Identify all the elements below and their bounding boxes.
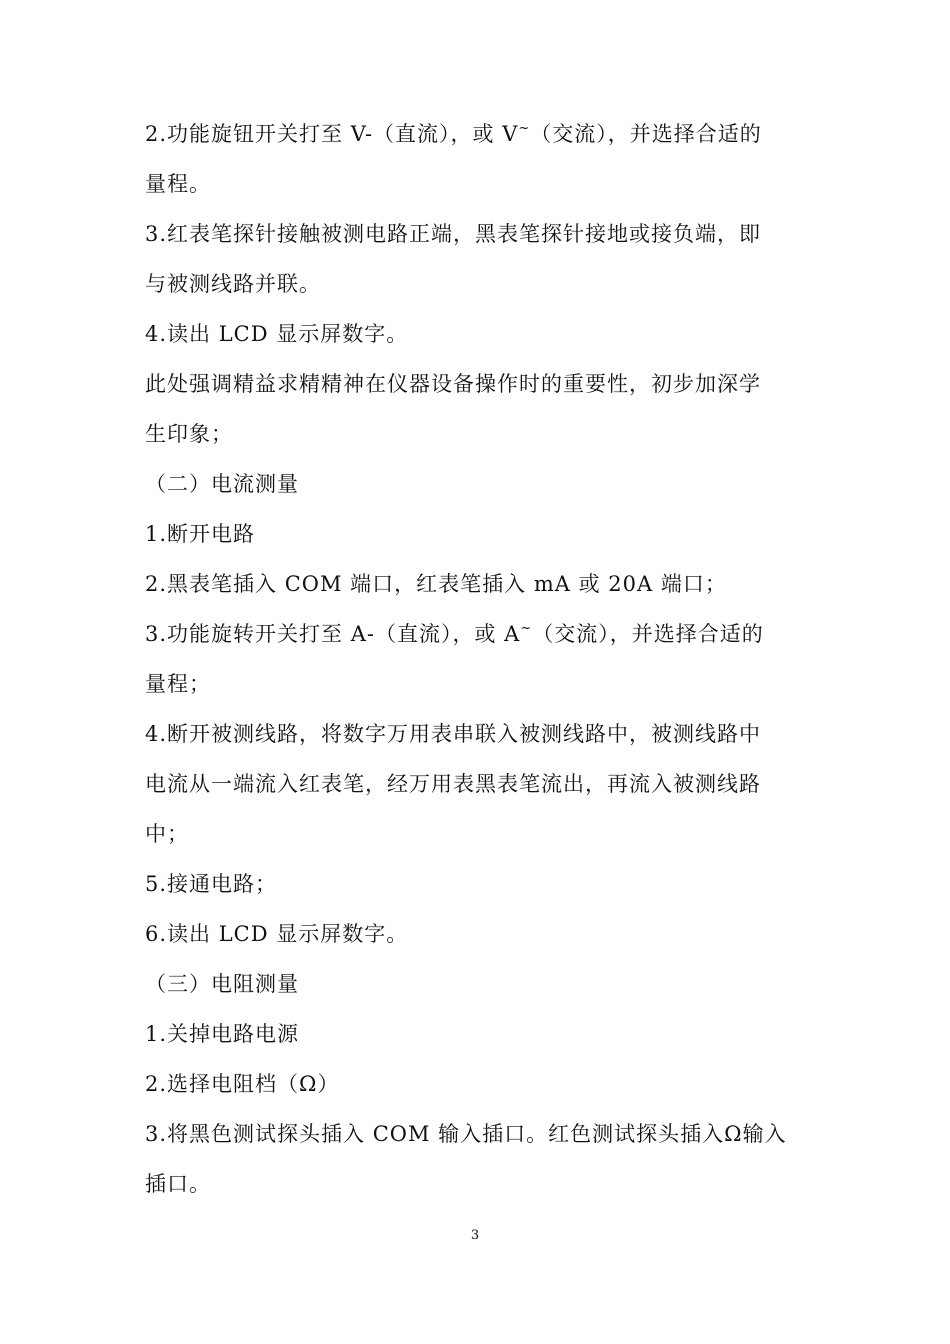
text-line-4 (145, 270, 815, 298)
text-segment: 2.选择电阻档（Ω） (145, 1072, 340, 1096)
text-line-7 (145, 420, 815, 448)
text-segment: 3.将黑色测试探头插入 COM 输入插口。红色测试探头插入Ω输入 (145, 1122, 787, 1146)
text-line-16 (145, 870, 815, 898)
text-segment: 5.接通电路； (145, 872, 278, 896)
text-segment: 量程。 (145, 172, 211, 196)
text-line-20 (145, 1070, 815, 1098)
text-segment: 1.关掉电路电源 (145, 1022, 300, 1046)
text-segment: 4.断开被测线路，将数字万用表串联入被测线路中，被测线路中 (145, 722, 762, 746)
text-line-6 (145, 370, 815, 398)
tilde-superscript: ~ (518, 121, 531, 136)
text-line-2 (145, 170, 815, 198)
text-segment: 2.黑表笔插入 COM 端口，红表笔插入 mA 或 20A 端口； (145, 572, 727, 596)
text-line-1 (145, 120, 815, 152)
text-line-21 (145, 1120, 815, 1148)
page-number: 3 (470, 1228, 480, 1243)
text-line-17 (145, 920, 815, 948)
text-line-12 (145, 670, 815, 698)
text-line-22 (145, 1170, 815, 1198)
section-heading-resistance (145, 970, 815, 998)
text-line-19 (145, 1020, 815, 1048)
text-segment: 1.断开电路 (145, 522, 256, 546)
text-segment: （二）电流测量 (145, 472, 299, 496)
text-segment: 电流从一端流入红表笔，经万用表黑表笔流出，再流入被测线路 (145, 772, 761, 796)
text-line-5 (145, 320, 815, 348)
text-segment: （交流），并选择合适的 (532, 622, 764, 646)
text-segment: 插口。 (145, 1172, 211, 1196)
text-line-9 (145, 520, 815, 548)
section-heading-current (145, 470, 815, 498)
text-segment: 与被测线路并联。 (145, 272, 321, 296)
text-line-11 (145, 620, 815, 652)
text-segment: 2.功能旋钮开关打至 V-（直流），或 V (145, 122, 519, 146)
text-line-15 (145, 820, 815, 848)
text-segment: 此处强调精益求精精神在仪器设备操作时的重要性，初步加深学 (145, 372, 761, 396)
text-segment: 中； (145, 822, 189, 846)
tilde-superscript: ~ (520, 621, 533, 636)
text-segment: （交流），并选择合适的 (530, 122, 762, 146)
text-segment: 3.红表笔探针接触被测电路正端，黑表笔探针接地或接负端，即 (145, 222, 762, 246)
text-line-14 (145, 770, 815, 798)
text-segment: 生印象； (145, 422, 233, 446)
text-segment: 6.读出 LCD 显示屏数字。 (145, 922, 409, 946)
text-line-13 (145, 720, 815, 748)
text-segment: （三）电阻测量 (145, 972, 299, 996)
text-line-10 (145, 570, 815, 598)
text-line-3 (145, 220, 815, 248)
text-segment: 3.功能旋转开关打至 A-（直流），或 A (145, 622, 521, 646)
text-segment: 4.读出 LCD 显示屏数字。 (145, 322, 409, 346)
text-segment: 量程； (145, 672, 211, 696)
